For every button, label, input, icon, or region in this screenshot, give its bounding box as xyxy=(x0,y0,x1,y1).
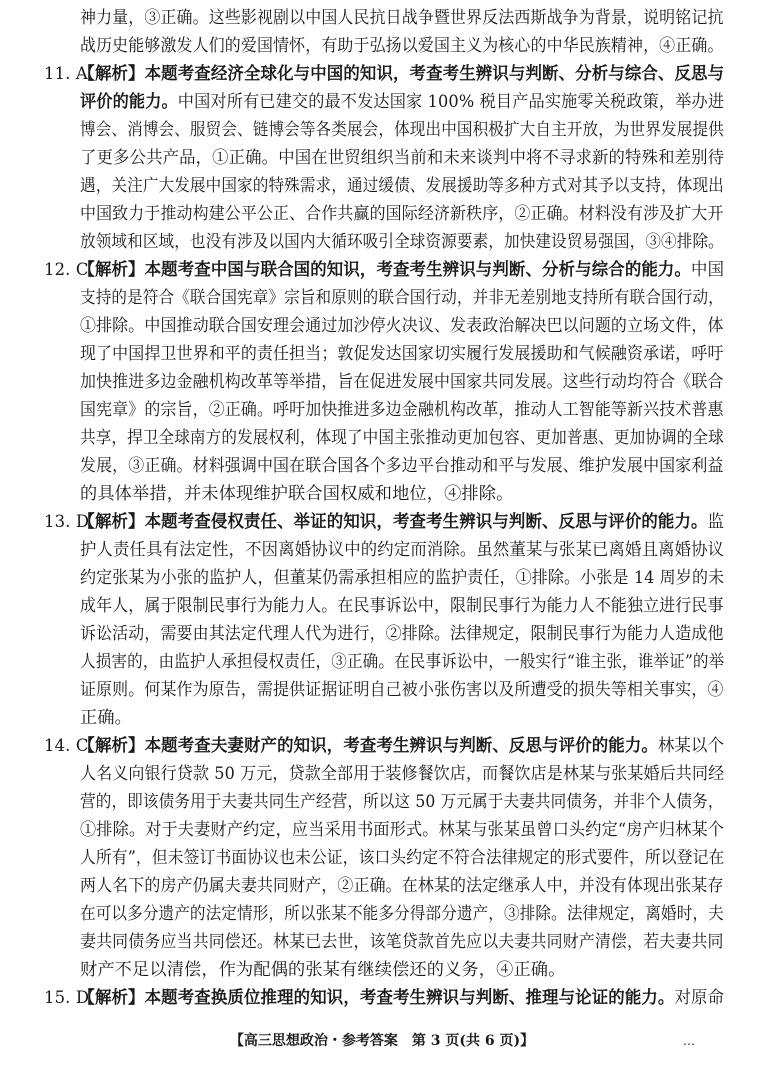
text-line xyxy=(80,90,724,114)
question-number: 15. D xyxy=(44,988,90,1008)
body-text: 正确。 xyxy=(80,708,133,728)
body-text: ①排除。中国推动联合国安理会通过加沙停火决议、发表政治解决巴以问题的立场文件，体 xyxy=(80,316,724,336)
text-line xyxy=(80,650,724,674)
text-line xyxy=(80,874,724,898)
text-line xyxy=(80,398,724,422)
body-text: 对原命 xyxy=(674,988,725,1008)
body-text: 神力量，③正确。这些影视剧以中国人民抗日战争暨世界反法西斯战争为背景，说明铭记抗 xyxy=(80,8,724,28)
body-text: 证原则。何某作为原告，需提供证据证明自己被小张伤害以及所遭受的损失等相关事实，④ xyxy=(80,680,724,700)
body-text: 成年人，属于限制民事行为能力人。在民事诉讼中，限制民事行为能力人不能独立进行民事 xyxy=(80,596,724,616)
body-text: 国宪章》的宗旨，②正确。呼吁加快推进多边金融机构改革，推动人工智能等新兴技术普惠 xyxy=(80,400,724,420)
analysis-lead: 本题考查侵权责任、举证的知识，考查考生辨识与判断、反思与评价的能力。 xyxy=(144,512,708,532)
text-line xyxy=(80,902,724,926)
footer-dots: … xyxy=(683,1034,695,1048)
body-text: 加快推进多边金融机构改革等举措，旨在促进发展中国家共同发展。这些行动均符合《联合 xyxy=(80,372,724,392)
text-line xyxy=(80,342,724,366)
text-line xyxy=(80,230,724,254)
text-line xyxy=(44,734,724,758)
body-text: 支持的是符合《联合国宪章》宗旨和原则的联合国行动，并非无差别地支持所有联合国行动， xyxy=(80,288,724,308)
text-line xyxy=(80,622,724,646)
body-text: 妻共同债务应当共同偿还。林某已去世，该笔贷款首先应以夫妻共同财产清偿，若夫妻共同 xyxy=(80,932,724,952)
text-line xyxy=(80,454,724,478)
text-line xyxy=(80,930,724,954)
body-text: 遇，关注广大发展中国家的特殊需求，通过缓债、发展援助等多种方式对其予以支持，体现出 xyxy=(80,176,724,196)
body-text: 战历史能够激发人们的爱国情怀，有助于弘扬以爱国主义为核心的中华民族精神，④正确。 xyxy=(80,36,724,56)
text-line xyxy=(80,34,724,58)
analysis-tag: 【解析】 xyxy=(78,988,145,1008)
text-line xyxy=(80,370,724,394)
text-line xyxy=(80,818,724,842)
text-line xyxy=(80,426,724,450)
body-text: ①排除。对于夫妻财产约定，应当采用书面形式。林某与张某虽曾口头约定“房产归林某个 xyxy=(80,820,725,840)
text-line xyxy=(80,286,724,310)
text-line xyxy=(80,678,724,702)
body-text: 林某以个 xyxy=(657,736,725,756)
text-line xyxy=(80,482,513,506)
question-number: 13. D xyxy=(44,512,90,532)
body-text: 监 xyxy=(707,512,725,532)
body-text: 诉讼活动，需要由其法定代理人代为进行，②排除。法律规定，限制民事行为能力人造成他 xyxy=(80,624,724,644)
body-text: 人损害的，由监护人承担侵权责任，③正确。在民事诉讼中，一般实行“谁主张，谁举证”的举 xyxy=(80,652,725,672)
text-line xyxy=(80,846,724,870)
body-text: 现了中国捍卫世界和平的责任担当；敦促发达国家切实履行发展援助和气候融资承诺，呼吁 xyxy=(80,344,724,364)
text-line xyxy=(80,790,724,814)
page-footer xyxy=(0,1030,764,1050)
analysis-tag: 【解析】 xyxy=(78,260,145,280)
text-line xyxy=(80,958,565,982)
text-line xyxy=(80,314,724,338)
body-text: 的具体举措，并未体现维护联合国权威和地位，④排除。 xyxy=(80,484,514,504)
text-line xyxy=(80,706,132,730)
body-text: 在可以多分遗产的法定情形，所以张某不能多分得部分遗产，③排除。法律规定，离婚时，夫 xyxy=(80,904,724,924)
text-line xyxy=(80,6,724,30)
body-text: 中国对所有已建交的最不发达国家 100% 税目产品实施零关税政策，举办进 xyxy=(177,92,725,112)
body-text: 博会、消博会、服贸会、链博会等各类展会，体现出中国积极扩大自主开放，为世界发展提供 xyxy=(80,120,724,140)
body-text: 中国致力于推动构建公平公正、合作共赢的国际经济新秩序，②正确。材料没有涉及扩大开 xyxy=(80,204,724,224)
text-line xyxy=(80,762,724,786)
analysis-lead: 本题考查换质位推理的知识，考查考生辨识与判断、推理与论证的能力。 xyxy=(144,988,675,1008)
question-number: 11. A xyxy=(44,64,88,84)
body-text: 两人名下的房产仍属夫妻共同财产，②正确。在林某的法定继承人中，并没有体现出张某存 xyxy=(80,876,724,896)
footer-text: 【高三思想政治・参考答案 第 3 页(共 6 页)】 xyxy=(229,1033,535,1049)
body-text: 营的，即该债务用于夫妻共同生产经营，所以这 50 万元属于夫妻共同债务，并非个人债务， xyxy=(80,792,724,812)
body-text: 护人责任具有法定性，不因离婚协议中的约定而消除。虽然董某与张某已离婚且离婚协议 xyxy=(80,540,725,560)
text-line xyxy=(44,62,724,86)
body-text: 共享，捍卫全球南方的发展权利，体现了中国主张推动更加包容、更加普惠、更加协调的全球 xyxy=(80,428,724,448)
text-line xyxy=(80,174,724,198)
text-line xyxy=(80,566,724,590)
analysis-lead: 本题考查经济全球化与中国的知识，考查考生辨识与判断、分析与综合、反思与 xyxy=(144,64,725,84)
body-text: 人名义向银行贷款 50 万元，贷款全部用于装修餐饮店，而餐饮店是林某与张某婚后共同经 xyxy=(80,764,725,784)
text-line xyxy=(44,258,724,282)
analysis-tag: 【解析】 xyxy=(78,64,145,84)
body-text: 财产不足以清偿，作为配偶的张某有继续偿还的义务，④正确。 xyxy=(80,960,566,980)
question-number: 14. C xyxy=(44,736,89,756)
body-text: 了更多公共产品，①正确。中国在世贸组织当前和未来谈判中将不寻求新的特殊和差别待 xyxy=(80,148,725,168)
text-line xyxy=(44,986,724,1010)
body-text: 约定张某为小张的监护人，但董某仍需承担相应的监护责任，①排除。小张是 14 周岁的未 xyxy=(80,568,725,588)
analysis-lead: 评价的能力。 xyxy=(80,92,178,112)
body-text: 中国 xyxy=(691,260,725,280)
analysis-tag: 【解析】 xyxy=(78,736,145,756)
text-line xyxy=(80,118,724,142)
question-number: 12. C xyxy=(44,260,89,280)
analysis-tag: 【解析】 xyxy=(78,512,145,532)
analysis-lead: 本题考查中国与联合国的知识，考查考生辨识与判断、分析与综合的能力。 xyxy=(144,260,692,280)
text-line xyxy=(80,202,724,226)
body-text: 人所有”，但未签订书面协议也未公证，该口头约定不符合法律规定的形式要件，所以登记在 xyxy=(80,848,725,868)
text-line xyxy=(80,538,724,562)
body-text: 放领域和区域，也没有涉及以国内大循环吸引全球资源要素，加快建设贸易强国，③④排除。 xyxy=(80,232,724,252)
text-line xyxy=(80,594,724,618)
analysis-lead: 本题考查夫妻财产的知识，考查考生辨识与判断、反思与评价的能力。 xyxy=(144,736,658,756)
body-text: 发展，③正确。材料强调中国在联合国各个多边平台推动和平与发展、维护发展中国家利益 xyxy=(80,456,724,476)
text-line xyxy=(44,510,724,534)
text-line xyxy=(80,146,724,170)
